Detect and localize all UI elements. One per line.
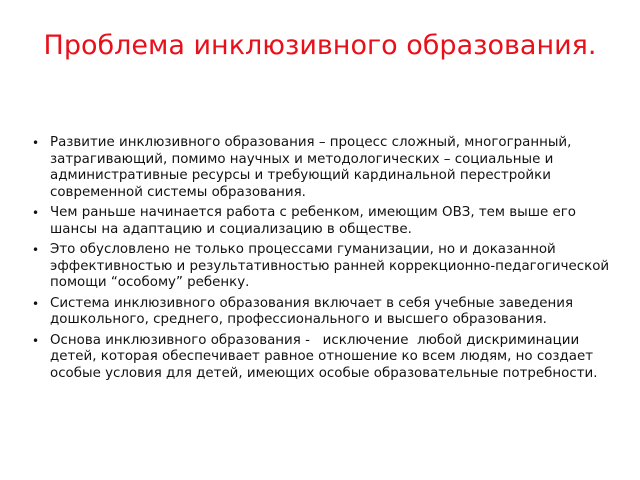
- bullet-item: [32, 205, 612, 238]
- bullet-text: Это обусловлено не только процессами гуманизации, но и доказанной эффективностью и результативностью ранней коррекционно-педагогической помощи “особому” ребенку.: [50, 242, 614, 290]
- bullet-text: Основа инклюзивного образования - исключение любой дискриминации детей, которая обеспечивает равное отношение ко всем людям, но создает особые условия для детей, имеющих особые образовательные потребности.: [50, 332, 598, 381]
- bullet-item: [32, 296, 612, 329]
- bullet-item: [32, 333, 612, 383]
- bullet-icon: •: [32, 296, 40, 311]
- bullet-icon: •: [32, 206, 40, 220]
- bullet-item: [32, 135, 612, 201]
- bullet-text: Развитие инклюзивного образования – процесс сложный, многогранный, затрагивающий, помимо научных и методологических – социальные и административные ресурсы и требующий кардинальной перестройки современной системы образования.: [50, 135, 576, 200]
- bullet-text: Система инклюзивного образования включает в себя учебные заведения дошкольного, среднего, профессионального и высшего образования.: [50, 295, 578, 327]
- bullet-item: [32, 242, 612, 292]
- bullet-list: [32, 135, 612, 386]
- bullet-icon: •: [32, 333, 40, 348]
- bullet-icon: •: [32, 136, 40, 150]
- bullet-text: Чем раньше начинается работа с ребенком, имеющим ОВЗ, тем выше его шансы на адаптацию и социализацию в обществе.: [50, 205, 581, 237]
- slide-title: Проблема инклюзивного образования.: [43, 30, 597, 61]
- bullet-icon: •: [32, 243, 40, 257]
